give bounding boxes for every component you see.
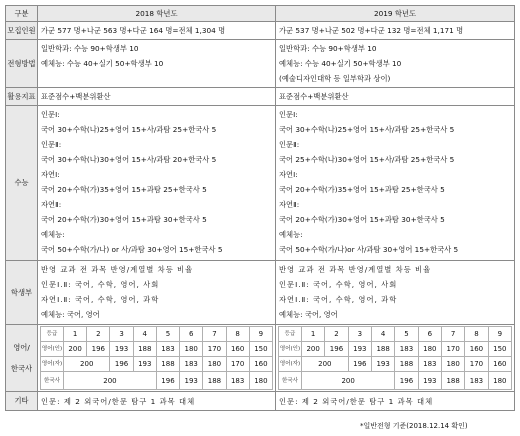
label-method: 전형방법	[6, 40, 38, 88]
score-cell: 183	[156, 342, 179, 357]
score-cell: 180	[441, 357, 464, 372]
score-cell: 188	[395, 357, 418, 372]
label-school-record: 학생부	[6, 261, 38, 325]
footnote: *일반전형 기준(2018.12.14 확인)	[360, 422, 468, 430]
english-liberal-label: 영어(인)	[41, 342, 64, 357]
score-cell: 196	[325, 342, 348, 357]
score-cell: 183	[180, 357, 203, 372]
score-cell: 188	[133, 342, 156, 357]
score-cell: 196	[156, 372, 179, 390]
recruit-2018: 가군 577 명+나군 563 명+다군 164 명=전체 1,304 명	[38, 22, 276, 40]
grade-cell: 3	[110, 327, 133, 342]
score-cell: 188	[156, 357, 179, 372]
method-2018: 일반학과: 수능 90+학생부 10 예체능: 수능 40+실기 50+학생부 10	[38, 40, 276, 88]
grade-cell: 9	[249, 327, 272, 342]
grades-2019	[276, 325, 515, 392]
label-english-history: 영어/ 한국사	[6, 325, 38, 392]
grade-cell: 4	[133, 327, 156, 342]
score-cell: 180	[488, 372, 511, 390]
score-cell: 196	[87, 342, 110, 357]
grade-cell: 6	[418, 327, 441, 342]
grade-table-2019	[278, 326, 512, 390]
grade-cell: 8	[226, 327, 249, 342]
english-liberal-label: 영어(인)	[279, 342, 302, 357]
score-cell: 200	[302, 342, 325, 357]
history-label: 한국사	[41, 372, 64, 390]
grade-cell: 2	[87, 327, 110, 342]
score-cell: 193	[371, 357, 394, 372]
grade-cell: 7	[441, 327, 464, 342]
score-cell: 193	[348, 342, 371, 357]
grade-cell: 6	[180, 327, 203, 342]
index-2018: 표준점수+백분위환산	[38, 88, 276, 106]
grade-cell: 5	[156, 327, 179, 342]
english-science-label: 영어(자)	[41, 357, 64, 372]
grade-cell: 1	[302, 327, 325, 342]
header-2018: 2018 학년도	[38, 6, 276, 22]
score-cell: 193	[110, 342, 133, 357]
score-cell: 150	[488, 342, 511, 357]
grade-cell: 3	[348, 327, 371, 342]
recruit-2019: 가군 537 명+나군 502 명+다군 132 명=전체 1,171 명	[276, 22, 515, 40]
grade-cell: 5	[395, 327, 418, 342]
score-cell: 160	[249, 357, 272, 372]
grade-cell: 7	[203, 327, 226, 342]
admissions-comparison-table	[5, 5, 515, 411]
score-cell: 170	[441, 342, 464, 357]
grade-cell: 9	[488, 327, 511, 342]
score-cell: 188	[203, 372, 226, 390]
label-recruit: 모집인원	[6, 22, 38, 40]
header-category: 구분	[6, 6, 38, 22]
score-cell: 200	[302, 372, 395, 390]
score-cell: 188	[441, 372, 464, 390]
suneung-2018: 인문Ⅰ: 국어 30+수학(나)25+영어 15+사/과탐 25+한국사 5 인문Ⅱ: 국어 30+수학(나)30+영어 15+사/과탐 20+한국사 5 자연Ⅰ: 국어 20+수학(가)35+영어 15+과탐 25+한국사 5 자연Ⅱ: 국어 20+수학(가)30+영어 15+과탐 30+한국사 5 예체능: 국어 50+수학(가/나) or 사/과탐 30+영어 15+한국사 5	[38, 106, 276, 261]
grade-cell: 8	[465, 327, 488, 342]
etc-2018: 인문: 제 2 외국어/한문 탐구 1 과목 대체	[38, 392, 276, 411]
header-2019: 2019 학년도	[276, 6, 515, 22]
score-cell: 200	[64, 357, 110, 372]
index-2019: 표준점수+백분위환산	[276, 88, 515, 106]
school-2018: 반영 교과 전 과목 반영/계열별 차등 비율 인문Ⅰ.Ⅱ: 국어, 수학, 영어, 사회 자연Ⅰ.Ⅱ: 국어, 수학, 영어, 과학 예체능: 국어, 영어	[38, 261, 276, 325]
score-cell: 170	[226, 357, 249, 372]
score-cell: 193	[418, 372, 441, 390]
method-2019: 일반학과: 수능 90+학생부 10 예체능: 수능 40+실기 50+학생부 10 (예술디자인대학 등 일부학과 상이)	[276, 40, 515, 88]
score-cell: 180	[249, 372, 272, 390]
score-cell: 193	[180, 372, 203, 390]
english-science-label: 영어(자)	[279, 357, 302, 372]
score-cell: 193	[133, 357, 156, 372]
score-cell: 196	[110, 357, 133, 372]
suneung-2019: 인문Ⅰ: 국어 30+수학(나)25+영어 15+사/과탐 25+한국사 5 인문Ⅱ: 국어 25+수학(나)30+영어 15+사/과탐 25+한국사 5 자연Ⅰ: 국어 20+수학(가)35+영어 15+과탐 25+한국사 5 자연Ⅱ: 국어 20+수학(가)30+영어 15+과탐 30+한국사 5 예체능: 국어 50+수학(가/나)or 사/과탐 30+영어 15+한국사 5	[276, 106, 515, 261]
score-cell: 160	[465, 342, 488, 357]
history-label: 한국사	[279, 372, 302, 390]
grade-table-2018	[40, 326, 273, 390]
score-cell: 200	[64, 342, 87, 357]
grade-header-label: 등급	[279, 327, 302, 342]
score-cell: 180	[180, 342, 203, 357]
score-cell: 183	[418, 357, 441, 372]
label-etc: 기타	[6, 392, 38, 411]
score-cell: 160	[488, 357, 511, 372]
school-2019: 반영 교과 전 과목 반영/계열별 차등 비율 인문Ⅰ.Ⅱ: 국어, 수학, 영어, 사회 자연Ⅰ.Ⅱ: 국어, 수학, 영어, 과학 예체능: 국어, 영어	[276, 261, 515, 325]
score-cell: 180	[203, 357, 226, 372]
grades-2018	[38, 325, 276, 392]
score-cell: 196	[348, 357, 371, 372]
label-index: 활용지표	[6, 88, 38, 106]
label-suneung: 수능	[6, 106, 38, 261]
score-cell: 200	[64, 372, 157, 390]
score-cell: 196	[395, 372, 418, 390]
score-cell: 160	[226, 342, 249, 357]
score-cell: 170	[203, 342, 226, 357]
grade-cell: 1	[64, 327, 87, 342]
score-cell: 170	[465, 357, 488, 372]
score-cell: 180	[418, 342, 441, 357]
grade-header-label: 등급	[41, 327, 64, 342]
score-cell: 200	[302, 357, 349, 372]
grade-cell: 2	[325, 327, 348, 342]
score-cell: 150	[249, 342, 272, 357]
score-cell: 183	[226, 372, 249, 390]
grade-cell: 4	[371, 327, 394, 342]
score-cell: 183	[395, 342, 418, 357]
score-cell: 188	[371, 342, 394, 357]
score-cell: 183	[465, 372, 488, 390]
etc-2019: 인문: 제 2 외국어/한문 탐구 1 과목 대체	[276, 392, 515, 411]
